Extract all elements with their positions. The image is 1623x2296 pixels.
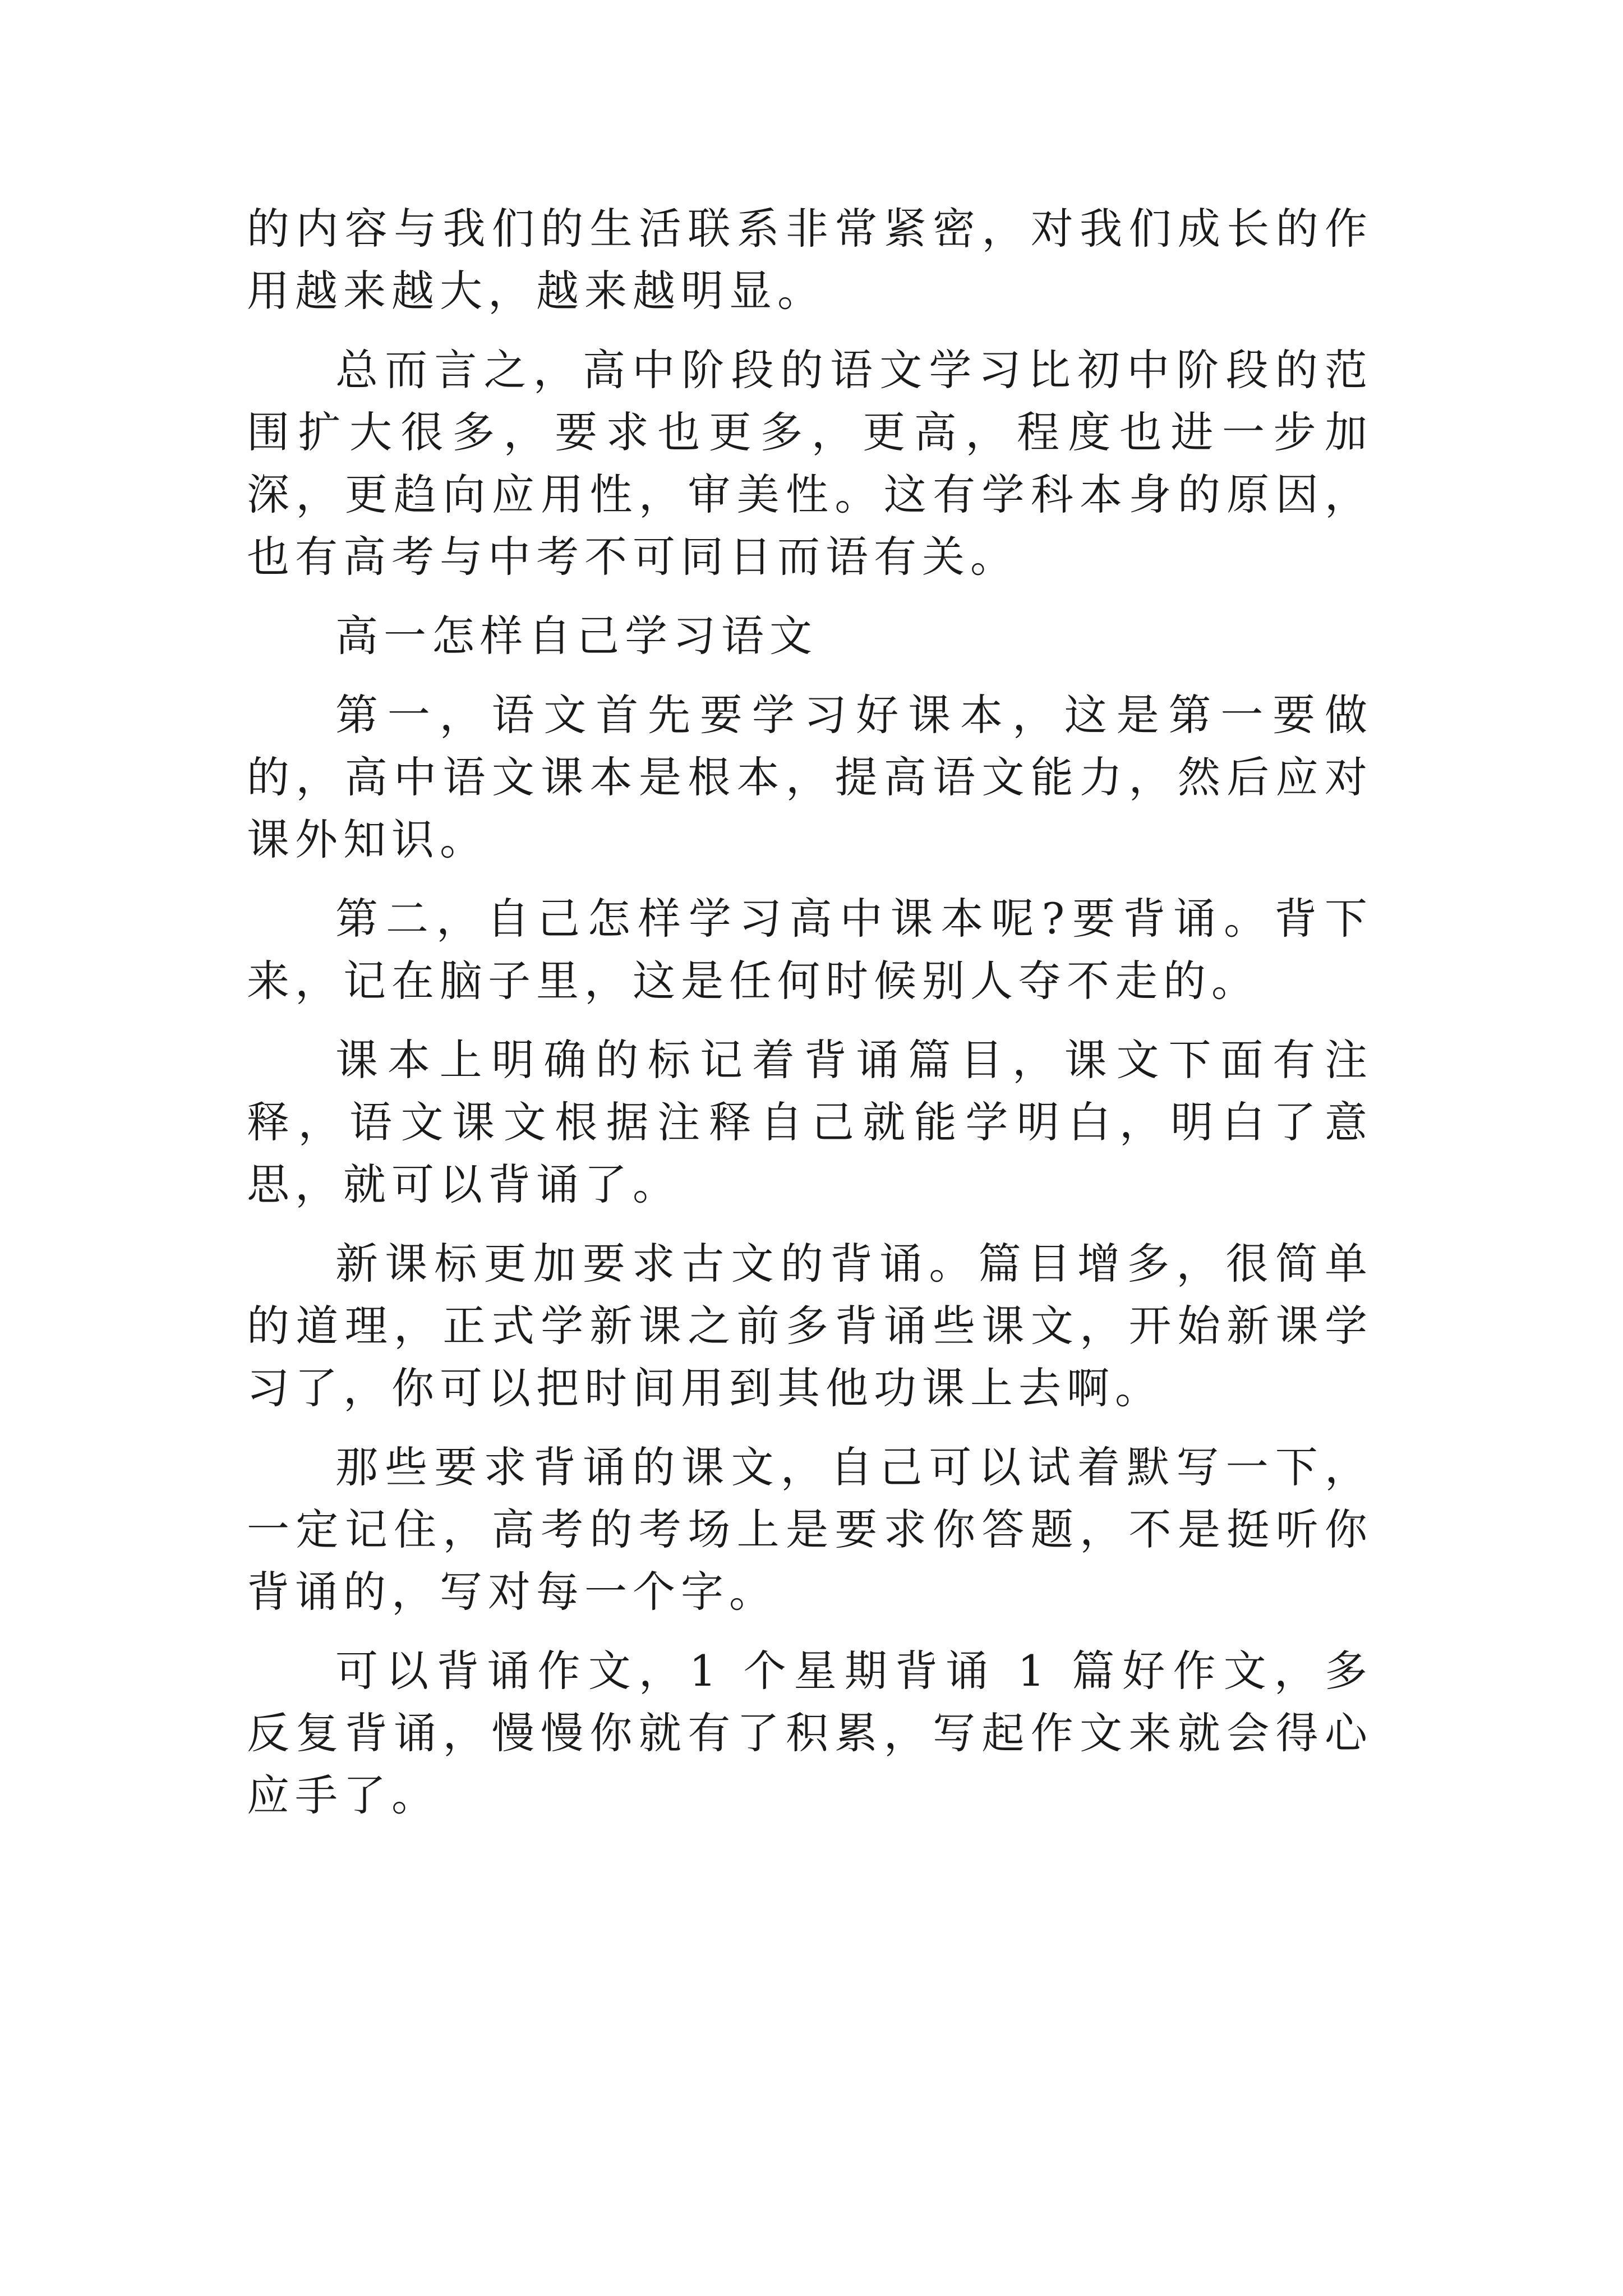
paragraph-textbook-notes: 课本上明确的标记着背诵篇目，课文下面有注释，语文课文根据注释自己就能学明白，明白了意思，就可以背诵了。 [247, 1035, 1373, 1209]
paragraph-summary: 总而言之，高中阶段的语文学习比初中阶段的范围扩大很多，要求也更多，更高，程度也进一步加深，更趋向应用性，审美性。这有学科本身的原因，也有高考与中考不可同日而语有关。 [247, 345, 1373, 582]
paragraph-continuation: 的内容与我们的生活联系非常紧密，对我们成长的作用越来越大，越来越明显。 [247, 204, 1373, 316]
paragraph-dictation: 那些要求背诵的课文，自己可以试着默写一下，一定记住，高考的考场上是要求你答题，不是挺听你背诵的，写对每一个字。 [247, 1442, 1373, 1617]
document-body [247, 197, 1373, 1843]
paragraph-new-curriculum: 新课标更加要求古文的背诵。篇目增多，很简单的道理，正式学新课之前多背诵些课文，开始新课学习了，你可以把时间用到其他功课上去啊。 [247, 1239, 1373, 1413]
paragraph-first-point: 第一，语文首先要学习好课本，这是第一要做的，高中语文课本是根本，提高语文能力，然后应对课外知识。 [247, 690, 1373, 864]
section-heading: 高一怎样自己学习语文 [335, 611, 818, 661]
paragraph-second-point: 第二，自己怎样学习高中课本呢?要背诵。背下来，记在脑子里，这是任何时候别人夺不走的。 [247, 894, 1373, 1006]
paragraph-essay-recitation: 可以背诵作文，1 个星期背诵 1 篇好作文，多反复背诵，慢慢你就有了积累，写起作文来就会得心应手了。 [247, 1646, 1373, 1820]
